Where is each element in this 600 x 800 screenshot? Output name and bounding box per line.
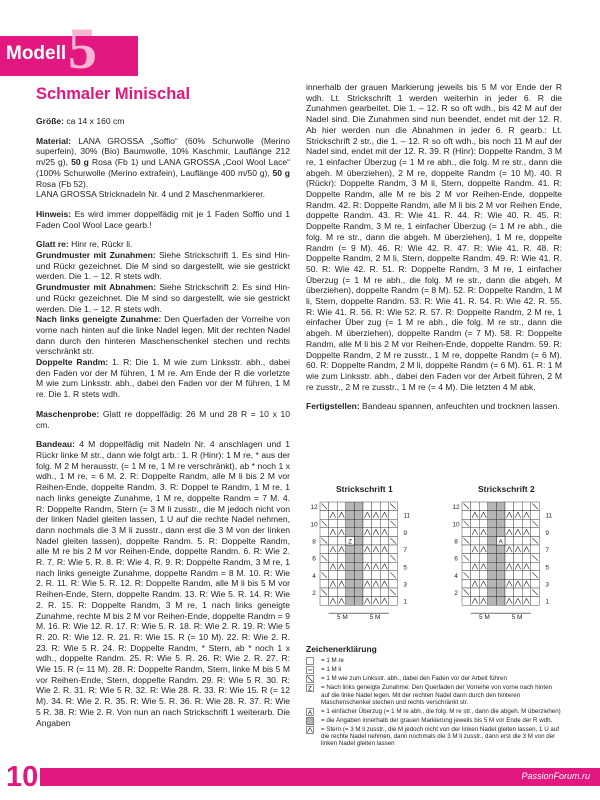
legend-row xyxy=(306,666,562,674)
chart-1-cell xyxy=(354,545,363,554)
chart-1-row-number-right: 9 xyxy=(403,529,408,537)
chart-2-cell xyxy=(505,511,514,520)
chart-2-cell xyxy=(488,554,497,563)
increase-pattern-paragraph xyxy=(36,250,290,282)
chart-2-cell xyxy=(471,519,480,528)
bandeau-text: 4 M doppelfädig mit Nadeln Nr. 4 anschlagen und 1 Rückr linke M str., dann wie folgt arb.: 1. R (Hinr): 1 M re, * aus der folg. M 2 M herausstr. (= 1 M re, 1 M re verschränkt), ab * noch 1 x wdh., 1 M re, = 6 M. 2. R: Doppelte Randm, alle M li bis 2 M vor Reihen-Ende, doppelte Randm. 3. R: Doppel te Randm, 1 M re, 1 nach links geneigte Zunahme, 1 M re, doppelte Randm = 7 M. 4. R: Doppelte Randm, Stern (= 3 M li zusstr., die M jedoch nicht von der linken Nadel gleiten lassen, 1 U auf die rechte Nadel nehmen, dann nochmals die 3 M li zusstr., dann erst die 3 M von der linken Nadel gleiten lassen), doppelte Randm. 5. R: Doppelte Randm, alle M re bis 2 M vor Reihen-Ende, doppelte Randm. 6. R: Wie 2. R. 7. R: Wie 5. R. 8. R: Wie 4. R. 9. R: Doppelte Randm, 3 M re, 1 nach links geneigte Zunahme, doppelte Randm = 8 M. 10. R: Wie 2. R. 11. R: Wie 5. R. 12. R: Doppelte Randm, alle M li bis 5 M vor Reihen-Ende, Stern, doppelte Randm. 13. R: Wie 5. R. 14. R: Wie 2. R. 15. R: Doppelte Randm, 3 M re, 1 nach links geneigte Zunahme, rechte M bis 2 M vor Reihen-Ende, doppelte Randm = 9 M. 16. R: Wie 12. R. 17. R: Wie 5. R. 18. R: Wie 2. R. 19. R: Wie 5 R. 20. R: Wie 12. R. 21. R: Wie 15. R (= 10 M). 22. R: Wie 2. R. 23. R: Wie 5 R. 24. R: Doppelte Randm, * Stern, ab * noch 1 x wdh., doppelte Randm. 25. R: Wie 5. R. 26. R: Wie 2. R. 27. R: Wie 15. R (= 11 M). 28. R: Doppelte Randm, Stern, linke M bis 5 M vor Reihen-Ende, Stern, doppelte Randm. 29. R: Wie 5 R. 30. R: Wie 2. R. 31. R: Wie 5 R. 32. R: Wie 28. R. 33. R: Wie 15. R (= 12 M). 34. R: Wie 2. R. 35. R: Wie 5. R. 36. R: Wie 28. R. 37. R: Wie 5 R. 38. R: Wie 2. R. Von nun an nach Strickschrift 1 weiterarb. Die Angaben xyxy=(36,439,290,728)
finishing-text: Bandeau spannen, anfeuchten und trocknen lassen. xyxy=(359,401,560,412)
watermark: PassionForum.ru xyxy=(521,771,590,781)
legend-text: = 1 einfacher Überzug (= 1 M re abh., die folg. M re str., dann die abgeh. M überziehen) xyxy=(321,707,561,715)
chart-1-row-number-right: 7 xyxy=(403,547,408,555)
chart-2-row-number-right: 7 xyxy=(545,547,550,555)
chart-2-cell xyxy=(462,511,471,520)
chart-1-cell xyxy=(354,571,363,580)
chart-2-row-number-right: 9 xyxy=(545,529,550,537)
chart-1-cell xyxy=(380,579,389,588)
chart-1-cell xyxy=(363,597,372,606)
hint-label: Hinweis: xyxy=(36,208,72,219)
gauge-paragraph xyxy=(36,409,290,430)
left-increase-paragraph xyxy=(36,314,290,357)
chart-1-cell xyxy=(380,519,389,528)
chart-2-cell xyxy=(479,519,488,528)
legend-symbol-icon xyxy=(306,666,318,674)
chart-1-cell xyxy=(346,562,355,571)
chart-1-row-number-left: 2 xyxy=(312,590,316,598)
chart-2-cell xyxy=(522,579,531,588)
chart-2-cell xyxy=(462,579,471,588)
size-label: Größe: xyxy=(36,116,65,126)
chart-2-cell xyxy=(514,562,523,571)
chart-2-cell xyxy=(471,528,480,537)
chart-1-cell xyxy=(363,519,372,528)
chart-1-cell xyxy=(363,502,372,511)
chart-1-cell xyxy=(372,528,381,537)
legend-row xyxy=(306,717,562,725)
chart-1-cell xyxy=(354,562,363,571)
chart-2-row-number-left: 4 xyxy=(454,572,458,580)
page-number: 10 xyxy=(6,761,39,793)
chart-1-cell xyxy=(372,571,381,580)
chart-2-cell xyxy=(522,571,531,580)
chart-2-cell xyxy=(488,579,497,588)
chart-1-cell xyxy=(354,554,363,563)
chart-2-cell xyxy=(514,502,523,511)
legend-symbol-icon xyxy=(306,726,318,734)
left-column xyxy=(36,85,290,737)
chart-2-cell xyxy=(488,562,497,571)
chart-1-cell xyxy=(354,528,363,537)
chart-2-cell xyxy=(496,571,505,580)
edge-stitch-label: Doppelte Randm: xyxy=(36,357,109,368)
edge-stitch-text: 1. R: Die 1. M wie zum Linksstr. abh., dabei den Faden vor der M führen, 1 M re. Am Ende der R die vorletzte M wie zum Linksstr. abh., dabei den Faden vor der M führen, 1 M re. Die 1. R stets wdh. xyxy=(36,357,290,400)
chart-2-cell xyxy=(479,579,488,588)
chart-1-cell xyxy=(380,554,389,563)
glatt-paragraph xyxy=(36,239,290,250)
model-number: 5 xyxy=(68,16,97,81)
chart-1-title: Strickschrift 1 xyxy=(336,484,393,494)
continuation-paragraph: innerhalb der grauen Markierung jeweils bis 5 M vor Ende der R wdh. Lt. Strickschrift 1 werden weiterhin in jeder 6. R die Zunahmen gearbeitet. Die 1. – 12. R so oft wdh., bis 42 M auf der Nadel sind. Die Zunahmen sind nun beendet, endet mit der 12. R. Ab hier werden nun die Abnahmen in jeder 6. R gearb.: Lt. Strickschrift 2 str., die 1. – 12. R so oft wdh., bis noch 11 M auf der Nadel sind, endet mit der 12. R. 39. R (Hinr): Doppelte Randm, 3 M re, 1 einfacher Überzug (= 1 M re abh., die folg. M re str., dann die abgeh. M überziehen), 2 M re, doppelte Randm (= 10 M). 40. R (Rückr): Doppelte Randm, 3 M li, Stern, doppelte Randm. 41. R: Doppelte Randm, alle M re bis 2 M vor Reihen-Ende, doppelte Randm. 42. R: Doppelte Randm, alle M li bis 2 M vor Reihen Ende, doppelte Randm. 43. R: Wie 41. R. 44. R: Wie 40. R. 45. R: Doppelte Randm, 3 M re, 1 einfacher Überzug (= 1 M re abh., die folg. M re str., dann die abgeh. M überziehen), 1 M re, doppelte Randm (= 9 M). 46. R: Wie 42. R. 47. R: Wie 41. R. 48. R: Doppelte Randm, 2 M li, Stern, doppelte Randm. 49. R: Wie 41. R. 50. R: Wie 42. R. 51. R: Doppelte Randm, 3 M re, 1 einfacher Überzug (= 1 M re abh., die folg. M re str., dann die abgeh. M überziehen), doppelte Randm (= 8 M). 52. R: Doppelte Randm, 1 M li, Stern, doppelte Randm. 53. R: Wie 41. R. 54. R: Wie 42. R. 55. R: Wie 41. R. 56. R: Wie 52. R. 57. R: Doppelte Randm, 2 M re, 1 einfacher Über zug (= 1 M re abh., die folg. M re str., dann die abgeh. M überziehen), doppelte Randm (= 7 M). 58. R: Doppelte Randm, alle M li bis 2 M vor Reihen-Ende, doppelte Randm. 59. R: Doppelte Randm, 2 M re zusstr., 1 M re, doppelte Randm (= 6 M). 60. R: Doppelte Randm, 2 M li, doppelte Randm (= 6 M). 61. R: 1 M wie zum Linksstr. abh., dabei den Faden vor der Arbeit führen, 2 M re zusstr., 2 M re zusstr., 1 M re (= 4 M). Die letzten 4 M abk. xyxy=(306,82,562,392)
chart-2-cell xyxy=(514,545,523,554)
chart-2-cell xyxy=(488,597,497,606)
finishing-label: Fertigstellen: xyxy=(306,401,360,412)
chart-2-row-number-left: 2 xyxy=(454,590,458,598)
decrease-pattern-paragraph xyxy=(36,282,290,314)
chart-2-cell xyxy=(505,545,514,554)
chart-1-cell xyxy=(337,554,346,563)
chart-1-cell xyxy=(329,536,338,545)
chart-1-cell xyxy=(363,588,372,597)
chart-1-cell xyxy=(380,511,389,520)
footer-bar xyxy=(0,768,600,786)
chart-1-cell xyxy=(337,502,346,511)
chart-1-cell xyxy=(380,536,389,545)
chart-1-cell xyxy=(380,562,389,571)
chart-2-cell xyxy=(522,562,531,571)
chart-1-repeat-label: 5 M xyxy=(336,614,348,622)
chart-2-row-number-left: 6 xyxy=(454,555,458,563)
chart-1-cell xyxy=(380,571,389,580)
hint-paragraph xyxy=(36,209,290,230)
chart-2-cell xyxy=(471,554,480,563)
size-paragraph xyxy=(36,116,290,127)
chart-1-cell xyxy=(329,571,338,580)
chart-2-cell xyxy=(471,562,480,571)
charts-svg xyxy=(304,498,562,634)
chart-2-cell xyxy=(471,579,480,588)
legend-text: = Stern (= 3 M li zusstr., die M jedoch nicht von der linken Nadel gleiten lassen, 1 U auf die rechte Nadel nehmen, dann nochmals die 3 M li zusstr., dann erst die 3 M von der linken Nadel gleiten lassen xyxy=(321,725,559,748)
chart-2-cell xyxy=(531,511,540,520)
chart-2-cell xyxy=(496,588,505,597)
chart-2-cell xyxy=(505,554,514,563)
gauge-label: Maschenprobe: xyxy=(36,408,100,419)
chart-2-cell xyxy=(496,554,505,563)
chart-2-cell xyxy=(505,597,514,606)
chart-2-cell xyxy=(488,519,497,528)
svg-text:Z: Z xyxy=(308,686,312,693)
chart-2-cell xyxy=(479,554,488,563)
chart-1-row-number-left: 12 xyxy=(310,504,318,512)
chart-2-cell xyxy=(522,536,531,545)
chart-2-cell xyxy=(479,597,488,606)
chart-1-cell xyxy=(354,502,363,511)
chart-1-cell xyxy=(354,597,363,606)
chart-2-cell xyxy=(471,588,480,597)
chart-1-cell xyxy=(372,579,381,588)
chart-2-symbol-letter: A xyxy=(498,538,503,546)
chart-1-cell xyxy=(337,545,346,554)
chart-2-cell xyxy=(471,511,480,520)
chart-1-cell xyxy=(389,528,398,537)
legend-title: Zeichenerklärung xyxy=(306,644,377,654)
chart-2-row-number-right: 1 xyxy=(545,598,550,606)
chart-2-cell xyxy=(496,562,505,571)
legend-row xyxy=(306,726,562,748)
chart-1-row-number-left: 10 xyxy=(310,521,318,529)
chart-2-cell xyxy=(496,511,505,520)
chart-1-cell xyxy=(337,536,346,545)
chart-2-cell xyxy=(522,519,531,528)
chart-1-cell xyxy=(329,545,338,554)
glatt-text: Hinr re, Rückr li. xyxy=(68,239,133,250)
legend-symbol-icon xyxy=(306,708,318,716)
chart-1-row-number-left: 8 xyxy=(312,538,316,546)
chart-1-row-number-right: 1 xyxy=(403,598,408,606)
chart-1-cell xyxy=(363,536,372,545)
chart-1-cell xyxy=(372,502,381,511)
chart-2-cell xyxy=(514,511,523,520)
chart-1-cell xyxy=(346,519,355,528)
chart-2-row-number-right: 11 xyxy=(545,512,553,520)
chart-1-cell xyxy=(346,545,355,554)
left-increase-label: Nach links geneigte Zunahme: xyxy=(36,314,162,325)
material-text-3: Rosa (Fb 52). xyxy=(36,178,89,189)
chart-1-cell xyxy=(346,571,355,580)
chart-2-row-number-left: 10 xyxy=(452,521,460,529)
legend-text: = Nach links geneigte Zunahme: Den Querfaden der Vorreihe von vorne nach hinten auf die linke Nadel legen. Mit der rechten Nadel dann durch den hinteren Maschenschenkel stechen und rechts verschränkt str. xyxy=(321,684,552,707)
chart-1-row-number-right: 3 xyxy=(403,581,408,589)
chart-1-cell xyxy=(329,597,338,606)
chart-1-cell xyxy=(389,597,398,606)
chart-2-cell xyxy=(496,502,505,511)
chart-1-cell xyxy=(320,528,329,537)
chart-1-cell xyxy=(320,579,329,588)
chart-2-cell xyxy=(522,528,531,537)
chart-1-cell xyxy=(380,502,389,511)
left-increase-text: Den Querfaden der Vorreihe von vorne nach hinten auf die linke Nadel legen. Mit der rechten Nadel dann durch den hinteren Maschenschenkel stechen und rechts verschränkt str. xyxy=(36,314,290,357)
chart-1-cell xyxy=(320,511,329,520)
chart-2-cell xyxy=(514,571,523,580)
chart-2-cell xyxy=(479,502,488,511)
chart-2-cell xyxy=(462,545,471,554)
increase-pattern-label: Grundmuster mit Zunahmen: xyxy=(36,250,156,261)
chart-1-cell xyxy=(372,588,381,597)
chart-1-cell xyxy=(372,536,381,545)
chart-1-cell xyxy=(346,502,355,511)
chart-2-cell xyxy=(531,562,540,571)
material-paragraph xyxy=(36,136,290,200)
chart-1-cell xyxy=(372,562,381,571)
chart-2-cell xyxy=(522,597,531,606)
chart-1-cell xyxy=(363,571,372,580)
bandeau-label: Bandeau: xyxy=(36,439,75,450)
legend-symbol-icon xyxy=(306,684,318,692)
chart-2-cell xyxy=(531,579,540,588)
model-label: Modell xyxy=(6,43,67,64)
legend-row xyxy=(306,684,562,706)
legend-text: = 1 M wie zum Linksstr. abh., dabei den Faden vor der Arbeit führen xyxy=(321,675,507,683)
chart-2-cell xyxy=(514,519,523,528)
chart-1-row-number-right: 5 xyxy=(403,564,408,572)
chart-1-cell xyxy=(329,554,338,563)
finishing-paragraph xyxy=(306,401,562,412)
bandeau-paragraph xyxy=(36,439,290,728)
decrease-pattern-label: Grundmuster mit Abnahmen: xyxy=(36,282,157,293)
chart-1-cell xyxy=(380,528,389,537)
chart-2-cell xyxy=(488,511,497,520)
chart-2-cell xyxy=(488,502,497,511)
chart-1-row-number-left: 6 xyxy=(312,555,316,563)
chart-1-cell xyxy=(372,554,381,563)
chart-1-cell xyxy=(337,511,346,520)
gauge-text: Glatt re doppelfädig: 26 M und 28 R = 10 x 10 cm. xyxy=(36,408,290,430)
chart-2-cell xyxy=(505,571,514,580)
chart-1-cell xyxy=(372,545,381,554)
chart-2-cell xyxy=(522,502,531,511)
chart-2-cell xyxy=(514,528,523,537)
edge-stitch-paragraph xyxy=(36,357,290,400)
chart-2-cell xyxy=(522,554,531,563)
chart-1-repeat-label: 5 M xyxy=(369,614,381,622)
chart-1-cell xyxy=(329,528,338,537)
chart-2-cell xyxy=(505,528,514,537)
chart-2-cell xyxy=(496,519,505,528)
chart-2-repeat-label: 5 M xyxy=(511,614,523,622)
chart-2-row-number-left: 12 xyxy=(452,504,460,512)
chart-2-cell xyxy=(496,545,505,554)
chart-2-cell xyxy=(462,562,471,571)
legend-text: = 1 M li xyxy=(321,666,342,674)
chart-1-cell xyxy=(363,511,372,520)
legend-symbol-icon xyxy=(306,657,318,665)
chart-2-cell xyxy=(479,528,488,537)
chart-2-cell xyxy=(471,571,480,580)
chart-1-cell xyxy=(372,511,381,520)
chart-1-cell xyxy=(363,554,372,563)
svg-text:A: A xyxy=(307,710,313,716)
chart-1-cell xyxy=(337,579,346,588)
chart-2-cell xyxy=(522,588,531,597)
chart-1-cell xyxy=(320,545,329,554)
chart-1-cell xyxy=(354,579,363,588)
legend-row xyxy=(306,708,562,716)
chart-1-cell xyxy=(389,511,398,520)
chart-2-cell xyxy=(479,562,488,571)
chart-2-cell xyxy=(488,528,497,537)
chart-1-cell xyxy=(380,597,389,606)
chart-2-row-number-right: 3 xyxy=(545,581,550,589)
knitting-charts xyxy=(304,484,562,632)
chart-2-cell xyxy=(471,545,480,554)
chart-1-cell xyxy=(346,528,355,537)
chart-1-cell xyxy=(346,554,355,563)
chart-1-cell xyxy=(389,545,398,554)
chart-2-cell xyxy=(522,511,531,520)
chart-1-cell xyxy=(380,545,389,554)
glatt-label: Glatt re: xyxy=(36,239,69,250)
chart-1-cell xyxy=(363,528,372,537)
chart-1-cell xyxy=(354,536,363,545)
chart-2-cell xyxy=(488,536,497,545)
chart-2-row-number-right: 5 xyxy=(545,564,550,572)
legend xyxy=(306,646,562,749)
chart-1-cell xyxy=(389,579,398,588)
chart-2-cell xyxy=(471,502,480,511)
chart-2-cell xyxy=(505,588,514,597)
chart-1-cell xyxy=(337,528,346,537)
chart-1-cell xyxy=(372,597,381,606)
size-text: ca 14 x 160 cm xyxy=(64,116,125,126)
chart-1-cell xyxy=(346,511,355,520)
chart-1-cell xyxy=(329,562,338,571)
material-text-2: Rosa (Fb 1) und LANA GROSSA „Cool Wool Lace“ (100% Schurwolle (Merino extrafein), Lauflänge 400 m/50 g), xyxy=(36,157,290,178)
chart-2-cell xyxy=(479,571,488,580)
chart-2-cell xyxy=(505,536,514,545)
legend-symbol-icon xyxy=(306,675,318,683)
chart-2-cell xyxy=(496,528,505,537)
chart-1-cell xyxy=(329,511,338,520)
chart-1-cell xyxy=(380,588,389,597)
legend-row xyxy=(306,675,562,683)
chart-2-cell xyxy=(488,588,497,597)
chart-1-row-number-left: 4 xyxy=(312,572,316,580)
material-amount-2: 50 g xyxy=(272,167,290,178)
chart-1-cell xyxy=(337,597,346,606)
chart-2-cell xyxy=(462,597,471,606)
chart-2-cell xyxy=(488,571,497,580)
chart-2-cell xyxy=(496,597,505,606)
chart-1-cell xyxy=(354,519,363,528)
chart-2-cell xyxy=(531,597,540,606)
chart-1-cell xyxy=(346,597,355,606)
right-column xyxy=(306,82,562,421)
material-label: Material: xyxy=(36,135,72,146)
chart-2-cell xyxy=(531,528,540,537)
chart-1-cell xyxy=(372,519,381,528)
chart-2-cell xyxy=(514,536,523,545)
decrease-pattern-text: Siehe Strickschrift 2. Es sind Hin- und Rückr gezeichnet. Die M sind so dargestellt, wie sie gestrickt werden. Die 1. – 12. R stets wdh. xyxy=(36,282,290,314)
chart-1-cell xyxy=(346,579,355,588)
material-text: LANA GROSSA „Soffio“ (60% Schurwolle (Merino superfein), 30% (Bio) Baumwolle, 10% Kaschmir, Lauflänge 212 m/25 g), xyxy=(36,135,290,168)
chart-2-cell xyxy=(514,579,523,588)
chart-2-cell xyxy=(488,545,497,554)
chart-2-cell xyxy=(471,536,480,545)
chart-2-cell xyxy=(479,536,488,545)
chart-1-cell xyxy=(389,562,398,571)
chart-1-cell xyxy=(329,502,338,511)
legend-rows xyxy=(306,657,562,747)
chart-1-cell xyxy=(363,579,372,588)
chart-2-cell xyxy=(514,597,523,606)
legend-text: = die Angaben innerhalb der grauen Markierung jeweils bis 5 M vor Ende der R wdh. xyxy=(321,716,553,724)
legend-symbol-icon xyxy=(306,717,318,725)
chart-1-cell xyxy=(320,562,329,571)
chart-2-repeat-label: 5 M xyxy=(478,614,490,622)
chart-1-cell xyxy=(346,588,355,597)
material-needles: LANA GROSSA Stricknadeln Nr. 4 und 2 Maschenmarkierer. xyxy=(36,189,265,200)
page-title: Schmaler Minischal xyxy=(36,85,191,103)
chart-1-cell xyxy=(354,588,363,597)
legend-text: = 1 M re xyxy=(321,657,344,665)
chart-1-symbol-letter: Z xyxy=(348,538,353,546)
chart-2-cell xyxy=(479,511,488,520)
increase-pattern-text: Siehe Strickschrift 1. Es sind Hin- und Rückr gezeichnet. Die M sind so dargestellt, wie sie gestrickt werden. Die 1. – 12. R stets wdh. xyxy=(36,250,290,282)
chart-2-cell xyxy=(522,545,531,554)
chart-1-cell xyxy=(337,571,346,580)
chart-1-cell xyxy=(337,519,346,528)
chart-2-cell xyxy=(496,579,505,588)
chart-2-cell xyxy=(505,579,514,588)
chart-2-cell xyxy=(479,545,488,554)
material-amount-1: 50 g xyxy=(71,157,89,168)
chart-1-row-number-right: 11 xyxy=(403,512,411,520)
chart-2-cell xyxy=(514,588,523,597)
chart-2-cell xyxy=(514,554,523,563)
chart-2-cell xyxy=(505,519,514,528)
chart-1-cell xyxy=(363,545,372,554)
chart-1-cell xyxy=(363,562,372,571)
chart-2-cell xyxy=(505,502,514,511)
chart-2-cell xyxy=(471,597,480,606)
chart-1-cell xyxy=(329,579,338,588)
chart-2-cell xyxy=(505,562,514,571)
chart-2-title: Strickschrift 2 xyxy=(478,484,535,494)
chart-1-cell xyxy=(329,588,338,597)
chart-2-row-number-left: 8 xyxy=(454,538,458,546)
chart-1-cell xyxy=(320,597,329,606)
chart-2-cell xyxy=(531,545,540,554)
chart-2-cell xyxy=(462,528,471,537)
chart-1-cell xyxy=(354,511,363,520)
hint-text: Es wird immer doppelfädig mit je 1 Faden Soffio und 1 Faden Cool Wool Lace gearb.! xyxy=(36,208,290,230)
chart-1-cell xyxy=(329,519,338,528)
chart-1-cell xyxy=(337,562,346,571)
legend-row xyxy=(306,657,562,665)
chart-2-cell xyxy=(479,588,488,597)
chart-1-cell xyxy=(337,588,346,597)
